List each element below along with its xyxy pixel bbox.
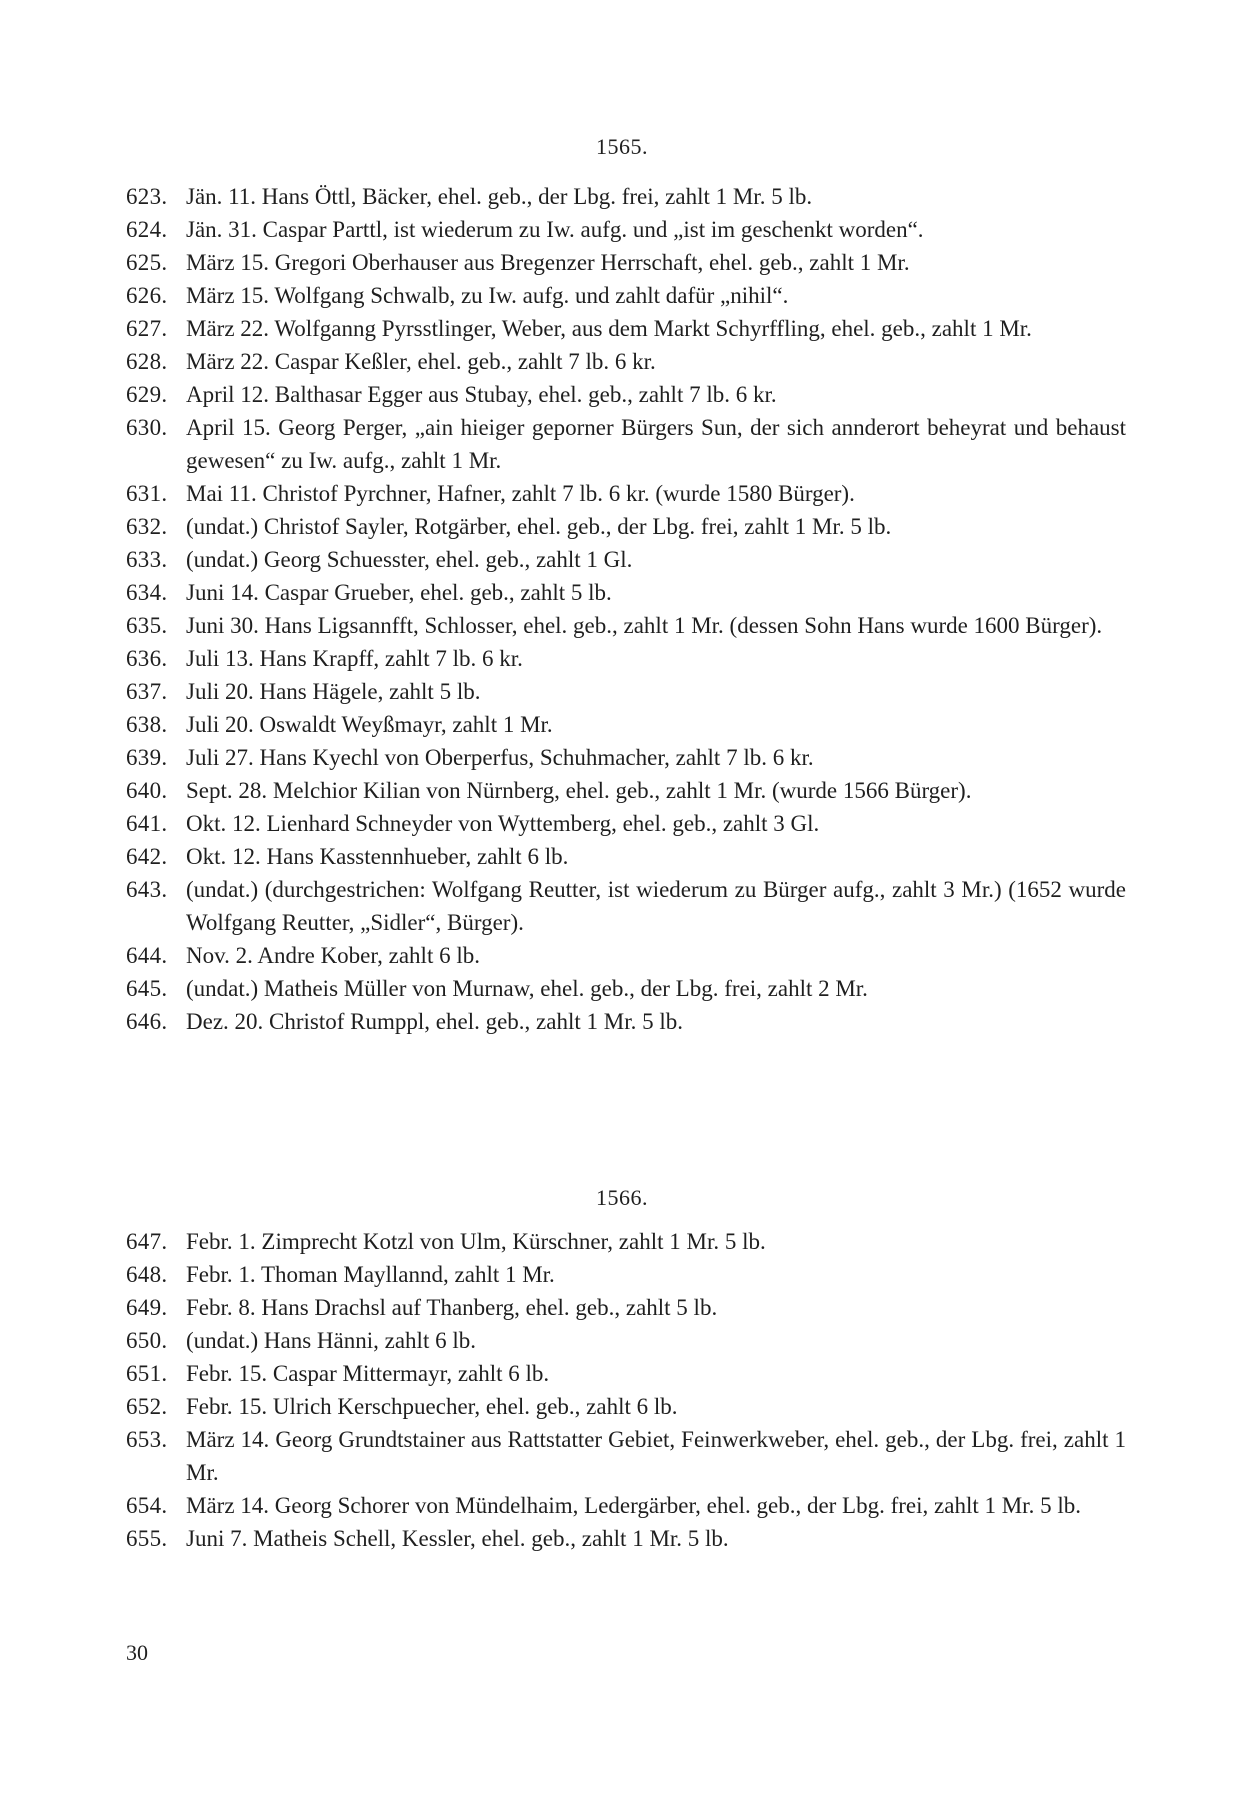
entry-item [126,246,1126,279]
entry-text: Juli 20. Oswaldt Weyßmayr, zahlt 1 Mr. [186,712,553,737]
entry-item [126,543,1126,576]
entry-text: Okt. 12. Lienhard Schneyder von Wyttemberg, ehel. geb., zahlt 3 Gl. [186,811,820,836]
entry-item [126,477,1126,510]
entry-item [126,840,1126,873]
entry-number: 637. [126,679,168,704]
entry-number: 652. [126,1394,168,1419]
entry-number: 645. [126,976,168,1001]
entry-number: 629. [126,382,168,407]
entry-list-1565 [126,180,1126,1038]
entry-number: 653. [126,1427,168,1452]
entry-text: April 15. Georg Perger, „ain hieiger geporner Bürgers Sun, der sich annderort beheyrat und behaust gewesen“ zu Iw. aufg., zahlt 1 Mr. [186,415,1126,473]
entry-item [126,972,1126,1005]
entry-text: Okt. 12. Hans Kasstennhueber, zahlt 6 lb. [186,844,569,869]
entry-item [126,576,1126,609]
entry-item [126,939,1126,972]
section-heading-1566: 1566. [596,1185,648,1210]
entry-text: Juli 20. Hans Hägele, zahlt 5 lb. [186,679,481,704]
entry-number: 636. [126,646,168,671]
entry-number: 625. [126,250,168,275]
entry-text: Febr. 8. Hans Drachsl auf Thanberg, ehel. geb., zahlt 5 lb. [186,1295,718,1320]
entry-text: Juni 14. Caspar Grueber, ehel. geb., zahlt 5 lb. [186,580,612,605]
entry-text: (undat.) (durchgestrichen: Wolfgang Reutter, ist wiederum zu Bürger aufg., zahlt 3 Mr.) (1652 wurde Wolfgang Reutter, „Sidler“, Bürger). [186,877,1126,935]
entry-text: Mai 11. Christof Pyrchner, Hafner, zahlt 7 lb. 6 kr. (wurde 1580 Bürger). [186,481,855,506]
entry-text: Dez. 20. Christof Rumppl, ehel. geb., zahlt 1 Mr. 5 lb. [186,1009,683,1034]
entry-item [126,1005,1126,1038]
entry-item [126,378,1126,411]
entry-number: 647. [126,1229,168,1254]
entry-text: Nov. 2. Andre Kober, zahlt 6 lb. [186,943,480,968]
entry-item [126,1390,1126,1423]
entry-text: April 12. Balthasar Egger aus Stubay, ehel. geb., zahlt 7 lb. 6 kr. [186,382,777,407]
entry-text: Juli 27. Hans Kyechl von Oberperfus, Schuhmacher, zahlt 7 lb. 6 kr. [186,745,814,770]
entry-number: 627. [126,316,168,341]
entry-number: 634. [126,580,168,605]
entry-text: Jän. 31. Caspar Parttl, ist wiederum zu Iw. aufg. und „ist im geschenkt worden“. [186,217,924,242]
entry-item [126,1357,1126,1390]
entry-text: März 22. Caspar Keßler, ehel. geb., zahlt 7 lb. 6 kr. [186,349,656,374]
entry-number: 655. [126,1526,168,1551]
entry-number: 628. [126,349,168,374]
entry-text: Jän. 11. Hans Öttl, Bäcker, ehel. geb., der Lbg. frei, zahlt 1 Mr. 5 lb. [186,184,813,209]
entry-item [126,312,1126,345]
entry-number: 624. [126,217,168,242]
entry-number: 648. [126,1262,168,1287]
entry-item [126,213,1126,246]
entry-text: Febr. 15. Caspar Mittermayr, zahlt 6 lb. [186,1361,550,1386]
entry-item [126,642,1126,675]
entry-item [126,741,1126,774]
entry-item [126,807,1126,840]
entry-number: 654. [126,1493,168,1518]
entry-text: März 22. Wolfganng Pyrsstlinger, Weber, aus dem Markt Schyrffling, ehel. geb., zahlt 1 Mr. [186,316,1032,341]
entry-number: 641. [126,811,168,836]
entry-text: (undat.) Matheis Müller von Murnaw, ehel. geb., der Lbg. frei, zahlt 2 Mr. [186,976,868,1001]
entry-number: 631. [126,481,168,506]
entry-number: 644. [126,943,168,968]
entry-item [126,708,1126,741]
entry-number: 635. [126,613,168,638]
entry-text: Juni 7. Matheis Schell, Kessler, ehel. geb., zahlt 1 Mr. 5 lb. [186,1526,729,1551]
entry-item [126,411,1126,477]
entry-text: (undat.) Christof Sayler, Rotgärber, ehel. geb., der Lbg. frei, zahlt 1 Mr. 5 lb. [186,514,892,539]
entry-item [126,1225,1126,1258]
entry-item [126,279,1126,312]
entry-number: 633. [126,547,168,572]
entry-text: (undat.) Georg Schuesster, ehel. geb., zahlt 1 Gl. [186,547,633,572]
entry-item [126,873,1126,939]
entry-number: 639. [126,745,168,770]
entry-item [126,1258,1126,1291]
entry-number: 642. [126,844,168,869]
entry-item [126,1489,1126,1522]
entry-text: Febr. 1. Thoman Mayllannd, zahlt 1 Mr. [186,1262,555,1287]
entry-item [126,180,1126,213]
entry-number: 649. [126,1295,168,1320]
entry-item [126,1324,1126,1357]
entry-number: 650. [126,1328,168,1353]
entry-item [126,1522,1126,1555]
entry-number: 646. [126,1009,168,1034]
entry-item [126,510,1126,543]
entry-text: März 15. Wolfgang Schwalb, zu Iw. aufg. und zahlt dafür „nihil“. [186,283,789,308]
entry-text: Febr. 1. Zimprecht Kotzl von Ulm, Kürschner, zahlt 1 Mr. 5 lb. [186,1229,766,1254]
entry-number: 630. [126,415,168,440]
section-heading-1565: 1565. [596,134,648,159]
entry-text: Juli 13. Hans Krapff, zahlt 7 lb. 6 kr. [186,646,523,671]
entry-text: März 14. Georg Grundtstainer aus Rattstatter Gebiet, Feinwerkweber, ehel. geb., der Lbg. frei, zahlt 1 Mr. [186,1427,1126,1485]
entry-item [126,345,1126,378]
entry-item [126,609,1126,642]
entry-item [126,774,1126,807]
entry-item [126,675,1126,708]
entry-text: März 15. Gregori Oberhauser aus Bregenzer Herrschaft, ehel. geb., zahlt 1 Mr. [186,250,910,275]
entry-list-1566 [126,1225,1126,1555]
entry-number: 632. [126,514,168,539]
entry-text: Sept. 28. Melchior Kilian von Nürnberg, ehel. geb., zahlt 1 Mr. (wurde 1566 Bürger). [186,778,972,803]
entry-text: (undat.) Hans Hänni, zahlt 6 lb. [186,1328,476,1353]
entry-number: 623. [126,184,168,209]
entry-number: 643. [126,877,168,902]
entry-number: 626. [126,283,168,308]
entry-number: 651. [126,1361,168,1386]
entry-number: 640. [126,778,168,803]
entry-text: Febr. 15. Ulrich Kerschpuecher, ehel. geb., zahlt 6 lb. [186,1394,678,1419]
entry-item [126,1423,1126,1489]
entry-text: Juni 30. Hans Ligsannfft, Schlosser, ehel. geb., zahlt 1 Mr. (dessen Sohn Hans wurde 1600 Bürger). [186,613,1103,638]
entry-item [126,1291,1126,1324]
page-number: 30 [126,1640,148,1665]
entry-number: 638. [126,712,168,737]
entry-text: März 14. Georg Schorer von Mündelhaim, Ledergärber, ehel. geb., der Lbg. frei, zahlt 1 Mr. 5 lb. [186,1493,1081,1518]
